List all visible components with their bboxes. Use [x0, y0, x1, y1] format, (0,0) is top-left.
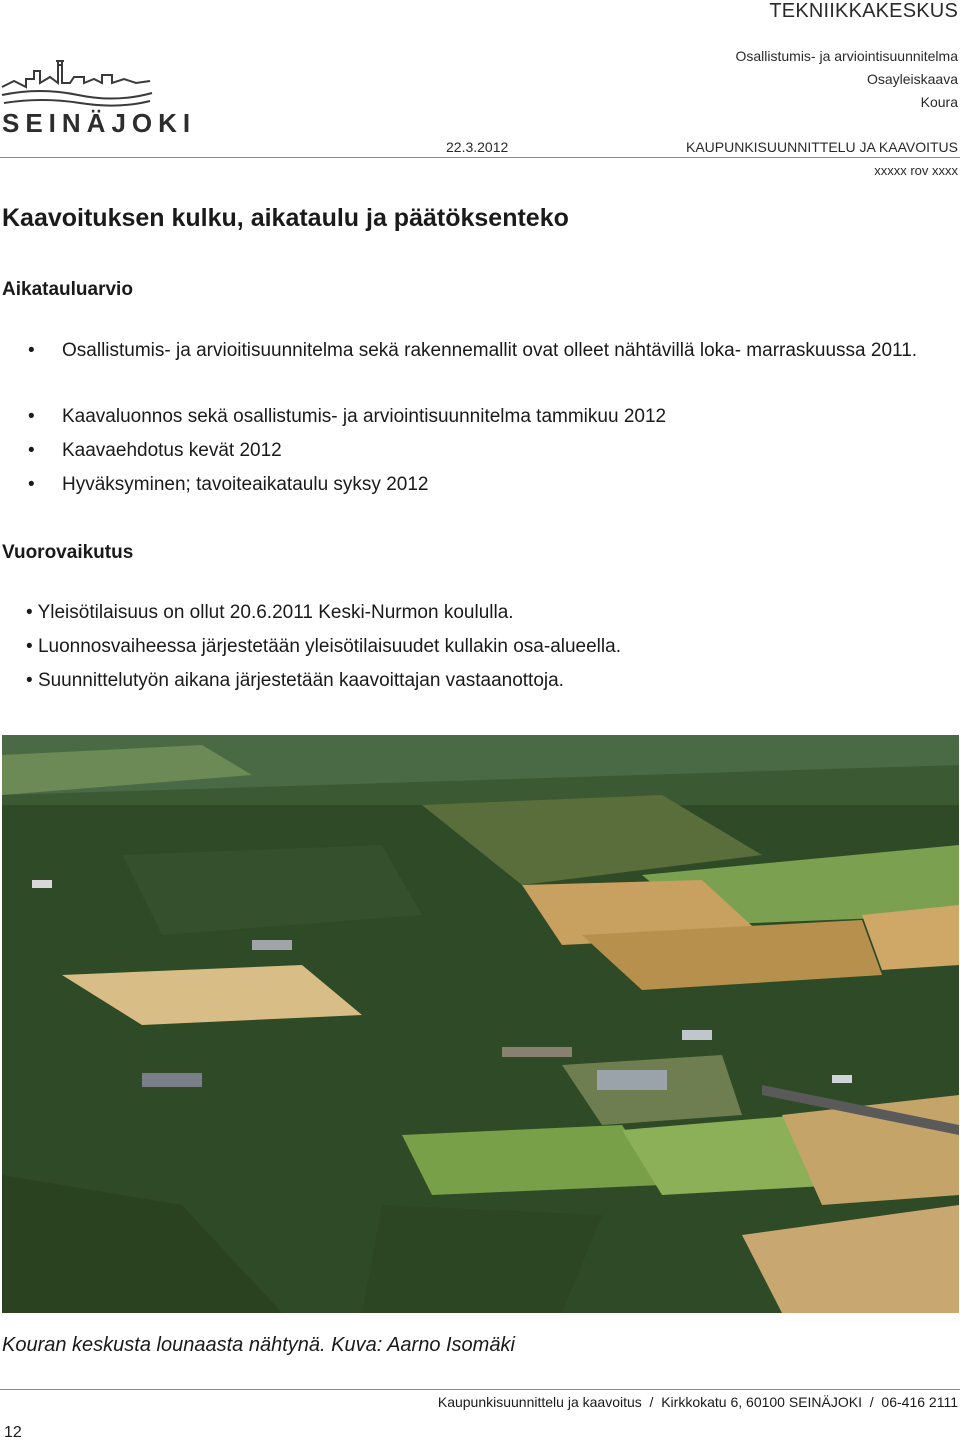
interaction-heading: Vuorovaikutus — [2, 542, 134, 563]
footer-contact: Kaupunkisuunnittelu ja kaavoitus / Kirkkokatu 6, 60100 SEINÄJOKI / 06-416 2111 — [437, 1394, 958, 1410]
schedule-item-1: Osallistumis- ja arvioitisuunnitelma sekä rakennemallit ovat olleet nähtävillä loka- marraskuussa 2011. — [62, 340, 918, 361]
header-divider — [0, 157, 960, 158]
photo-caption: Kouran keskusta lounaasta nähtynä. Kuva: Aarno Isomäki — [2, 1334, 515, 1356]
doc-type-line: Osallistumis- ja arviointisuunnitelma — [735, 48, 958, 64]
page-title: Kaavoituksen kulku, aikataulu ja päätöksenteko — [2, 204, 569, 232]
bullet-dot: • — [28, 474, 35, 495]
bullet-dot: • — [28, 406, 35, 427]
logo-text: SEINÄJOKI — [2, 108, 197, 138]
aerial-photo — [2, 735, 959, 1313]
bullet-dot: • — [28, 340, 35, 361]
document-code: xxxxx rov xxxx — [874, 163, 958, 178]
bullet-dot: • — [28, 440, 35, 461]
department-title: TEKNIIKKAKESKUS — [769, 0, 958, 22]
area-line: Koura — [920, 94, 958, 110]
interaction-item-2-text: Luonnosvaiheessa järjestetään yleisötilaisuudet kullakin osa-alueella. — [37, 636, 621, 657]
schedule-heading: Aikatauluarvio — [2, 279, 133, 300]
page-number: 12 — [4, 1424, 22, 1441]
schedule-item-4: Hyväksyminen; tavoiteaikataulu syksy 2012 — [62, 474, 429, 495]
footer-divider — [0, 1389, 960, 1390]
schedule-item-2: Kaavaluonnos sekä osallistumis- ja arviointisuunnitelma tammikuu 2012 — [62, 406, 667, 427]
interaction-item-1: • Yleisötilaisuus on ollut 20.6.2011 Keski-Nurmon koululla. — [26, 602, 514, 623]
plan-type-line: Osayleiskaava — [866, 71, 958, 87]
interaction-item-3-text: Suunnittelutyön aikana järjestetään kaavoittajan vastaanottoja. — [37, 670, 564, 691]
schedule-item-3: Kaavaehdotus kevät 2012 — [62, 440, 282, 461]
interaction-item-1-text: Yleisötilaisuus on ollut 20.6.2011 Keski-Nurmon koululla. — [37, 602, 514, 623]
unit-name: KAUPUNKISUUNNITTELU JA KAAVOITUS — [685, 139, 958, 155]
interaction-item-3: • Suunnittelutyön aikana järjestetään kaavoittajan vastaanottoja. — [26, 670, 564, 691]
document-date: 22.3.2012 — [446, 139, 509, 155]
interaction-item-2: • Luonnosvaiheessa järjestetään yleisötilaisuudet kullakin osa-alueella. — [26, 636, 621, 657]
